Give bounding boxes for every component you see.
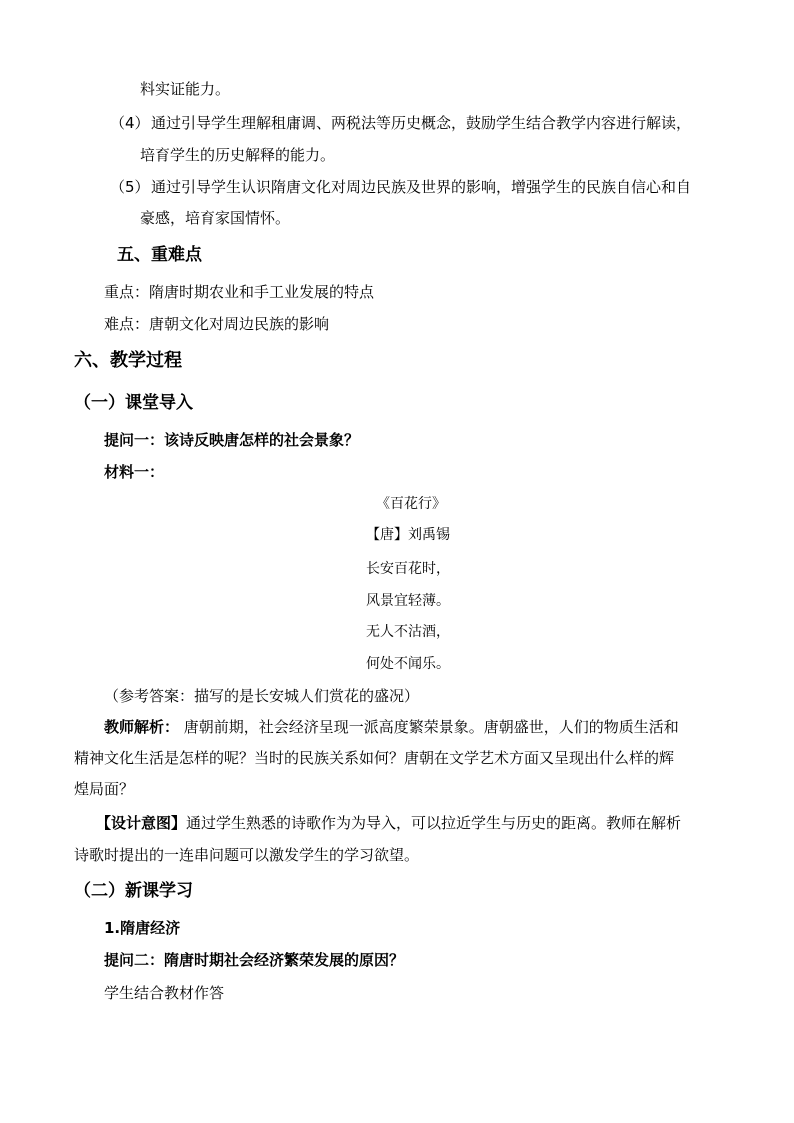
objective-5-number: （5） bbox=[110, 178, 150, 196]
objective-5-line2: 豪感，培育家国情怀。 bbox=[140, 209, 291, 227]
objective-5-line1: 通过引导学生认识隋唐文化对周边民族及世界的影响，增强学生的民族自信心和自 bbox=[151, 178, 692, 196]
reference-answer: （参考答案：描写的是长安城人们赏花的盛况） bbox=[104, 687, 420, 705]
design-intent-label: 【设计意图】 bbox=[96, 814, 187, 832]
section6-heading: 六、教学过程 bbox=[74, 350, 182, 371]
question-2: 提问二：隋唐时期社会经济繁荣发展的原因？ bbox=[104, 951, 405, 969]
poem-author: 【唐】刘禹锡 bbox=[366, 527, 450, 543]
objective-4-line2: 培育学生的历史解释的能力。 bbox=[140, 146, 336, 164]
teacher-analysis-line3: 煌局面？ bbox=[74, 780, 135, 798]
poem-line: 风景宜轻薄。 bbox=[366, 593, 450, 609]
objective-4-number: （4） bbox=[110, 114, 150, 132]
teacher-analysis-line1 bbox=[104, 717, 679, 737]
objective-continuation: 料实证能力。 bbox=[140, 80, 231, 98]
poem-title: 《百花行》 bbox=[376, 496, 446, 512]
teacher-analysis-text: 唐朝前期，社会经济呈现一派高度繁荣景象。唐朝盛世，人们的物质生活和 bbox=[179, 718, 679, 736]
objective-4-line1: 通过引导学生理解租庸调、两税法等历史概念，鼓励学生结合教学内容进行解读， bbox=[151, 114, 692, 132]
design-intent-line2: 诗歌时提出的一连串问题可以激发学生的学习欲望。 bbox=[74, 846, 420, 864]
material-1-label: 材料一： bbox=[104, 463, 165, 481]
part2-subheading: 1.隋唐经济 bbox=[104, 919, 181, 937]
key-point: 重点：隋唐时期农业和手工业发展的特点 bbox=[104, 283, 375, 301]
teacher-analysis-line2: 精神文化生活是怎样的呢？当时的民族关系如何？唐朝在文学艺术方面又呈现出什么样的辉 bbox=[74, 749, 675, 767]
section5-heading: 五、重难点 bbox=[117, 245, 202, 265]
design-intent-line1 bbox=[96, 813, 681, 833]
answer-hint: 学生结合教材作答 bbox=[104, 984, 225, 1002]
design-intent-text: 通过学生熟悉的诗歌作为为导入，可以拉近学生与历史的距离。教师在解析 bbox=[186, 814, 682, 832]
poem-line: 何处不闻乐。 bbox=[366, 656, 450, 672]
question-1: 提问一：该诗反映唐怎样的社会景象？ bbox=[104, 431, 360, 449]
teacher-analysis-label: 教师解析： bbox=[104, 718, 180, 736]
difficult-point: 难点：唐朝文化对周边民族的影响 bbox=[104, 315, 330, 333]
part2-heading: （二）新课学习 bbox=[74, 881, 193, 901]
poem-line: 无人不沽酒， bbox=[366, 624, 450, 640]
part1-heading: （一）课堂导入 bbox=[74, 393, 193, 413]
poem-line: 长安百花时， bbox=[366, 561, 450, 577]
